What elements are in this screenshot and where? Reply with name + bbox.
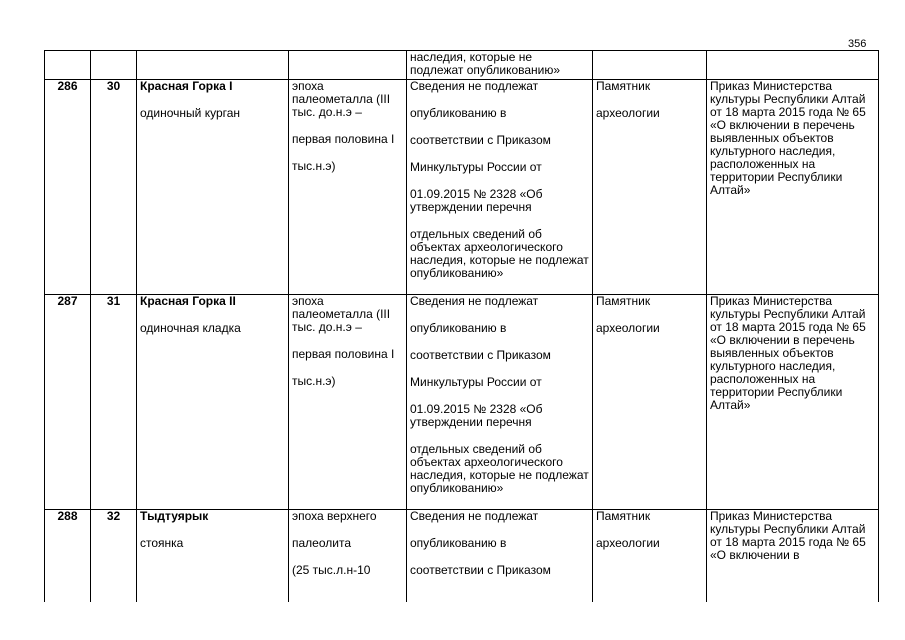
cell-doc (707, 51, 879, 80)
cell-doc: Приказ Министерства культуры Республики Алтай от 18 марта 2015 года № 65 «О включении в перечень выявленных объектов культурного наследия, расположенных на территории Республики Алтай» (707, 80, 879, 295)
date-line: эпоха палеометалла (III тыс. до.н.э – (292, 79, 391, 119)
cell-category (593, 295, 707, 510)
heritage-registry-table (44, 50, 879, 602)
cell-num (45, 51, 91, 80)
category-line: археологии (596, 106, 660, 120)
row-subnumber: 30 (91, 80, 137, 295)
continuation-row (45, 51, 879, 80)
date-line: тыс.н.э) (292, 159, 336, 173)
object-type: стоянка (140, 536, 184, 550)
info-line: опубликованию в (410, 536, 507, 550)
cell-category (593, 80, 707, 295)
object-type: одиночная кладка (140, 321, 241, 335)
cell-date (289, 295, 407, 510)
object-name: Тыдтуярык (140, 509, 209, 523)
cell-info (407, 295, 593, 510)
info-line: отдельных сведений об объектах археологического наследия, которые не подлежат опубликованию» (410, 442, 589, 495)
category-line: археологии (596, 536, 660, 550)
info-line: подлежат опубликованию» (410, 63, 561, 77)
info-line: Минкультуры России от (410, 375, 542, 389)
cell-date (289, 510, 407, 603)
info-line: соответствии с Приказом (410, 563, 551, 577)
cell-category (593, 51, 707, 80)
row-subnumber: 32 (91, 510, 137, 603)
date-line: эпоха верхнего (292, 509, 377, 523)
cell-date (289, 80, 407, 295)
row-number: 286 (45, 80, 91, 295)
info-line: Сведения не подлежат (410, 509, 539, 523)
date-line: палеолита (292, 536, 351, 550)
page-number: 356 (848, 38, 867, 50)
row-number: 287 (45, 295, 91, 510)
date-line: эпоха палеометалла (III тыс. до.н.э – (292, 294, 391, 334)
cell-info (407, 51, 593, 80)
info-line: опубликованию в (410, 321, 507, 335)
date-line: первая половина I (292, 132, 395, 146)
cell-sub (91, 51, 137, 80)
cell-date (289, 51, 407, 80)
object-type: одиночный курган (140, 106, 241, 120)
category-line: Памятник (596, 509, 651, 523)
table-row (45, 80, 879, 295)
date-line: тыс.н.э) (292, 374, 336, 388)
info-line: соответствии с Приказом (410, 348, 551, 362)
info-line: Минкультуры России от (410, 160, 542, 174)
info-line: соответствии с Приказом (410, 133, 551, 147)
info-line: 01.09.2015 № 2328 «Об утверждении перечня (410, 402, 543, 429)
category-line: Памятник (596, 79, 651, 93)
info-line: наследия, которые не (410, 50, 533, 64)
cell-category (593, 510, 707, 603)
info-line: Сведения не подлежат (410, 294, 539, 308)
object-name: Красная Горка II (140, 294, 236, 308)
row-subnumber: 31 (91, 295, 137, 510)
table-row (45, 295, 879, 510)
info-line: 01.09.2015 № 2328 «Об утверждении перечня (410, 187, 543, 214)
date-line: первая половина I (292, 347, 395, 361)
cell-name (137, 51, 289, 80)
info-line: опубликованию в (410, 106, 507, 120)
cell-doc: Приказ Министерства культуры Республики Алтай от 18 марта 2015 года № 65 «О включении в перечень выявленных объектов культурного наследия, расположенных на территории Республики Алтай» (707, 295, 879, 510)
cell-name (137, 80, 289, 295)
row-number: 288 (45, 510, 91, 603)
info-line: отдельных сведений об объектах археологического наследия, которые не подлежат опубликованию» (410, 227, 589, 280)
cell-info (407, 80, 593, 295)
category-line: археологии (596, 321, 660, 335)
date-line: (25 тыс.л.н-10 (292, 563, 371, 577)
table-row (45, 510, 879, 603)
cell-name (137, 510, 289, 603)
info-line: Сведения не подлежат (410, 79, 539, 93)
cell-name (137, 295, 289, 510)
cell-info (407, 510, 593, 603)
object-name: Красная Горка I (140, 79, 233, 93)
category-line: Памятник (596, 294, 651, 308)
cell-doc: Приказ Министерства культуры Республики Алтай от 18 марта 2015 года № 65 «О включении в (707, 510, 879, 603)
